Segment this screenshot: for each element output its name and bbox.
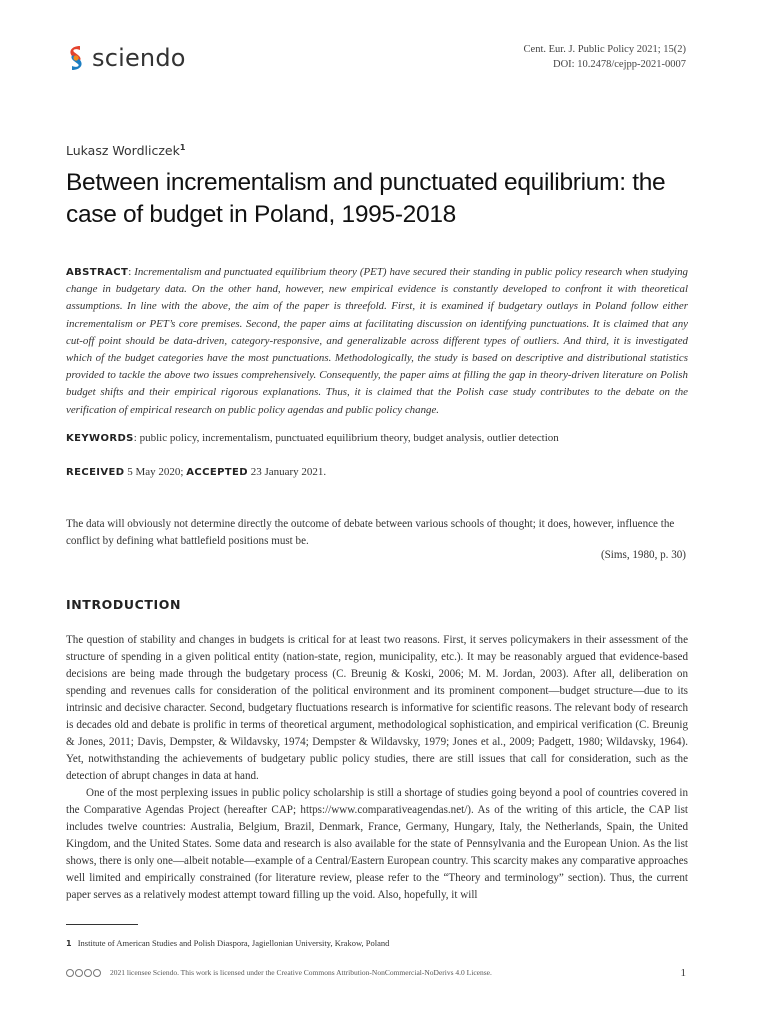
abstract-colon: : [128,266,135,278]
footnote-divider [66,924,138,925]
received-date: 5 May 2020; [127,466,184,478]
license-line [66,968,492,977]
author-name [66,143,185,158]
keywords-text: public policy, incrementalism, punctuated equilibrium theory, budget analysis, outlier detection [139,432,559,444]
journal-info [524,42,686,72]
author-name-text: Lukasz Wordliczek [66,143,180,159]
license-text: 2021 licensee Sciendo. This work is licensed under the Creative Commons Attribution-NonCommercial-NoDerivs 4.0 License. [110,968,492,977]
creative-commons-icon[interactable] [66,969,102,977]
footnote-text: Institute of American Studies and Polish Diaspora, Jagiellonian University, Krakow, Poland [77,938,390,948]
dates [66,466,326,478]
abstract-label: ABSTRACT [66,267,129,278]
footnote-number: 1 [66,939,72,948]
journal-doi[interactable]: DOI: 10.2478/cejpp-2021-0007 [553,59,686,70]
epigraph-source: (Sims, 1980, p. 30) [600,549,686,561]
section-heading: INTRODUCTION [66,597,182,612]
accepted-label: ACCEPTED [186,467,248,478]
page-number: 1 [680,967,686,979]
keywords-label: KEYWORDS [66,433,134,444]
logo-text: sciendo [92,44,186,72]
body-paragraph-1: The question of stability and changes in budgets is critical for at least two reasons. First, it serves policymakers in their assessment of the structure of spending in a given political entity (nation-state, region, municipality, etc.). It may be reasonably argued that evidence-based decisions are being made through the budgetary process (C. Breunig & Koski, 2006; M. M. Jordan, 2003). After all, deliberation on spending and revenues calls for consideration of the political environment and its prominent component—budget structure—due to its intrinsic and decisive character. Second, budgetary fluctuations research is informative for scientific reasons. The relevant body of research is decades old and debate is prolific in terms of theoretical argument, methodological sophistication, and empirical verification (C. Breunig & Jones, 2011; Davis, Dempster, & Wildavsky, 1974; Dempster & Wildavsky, 1979; Jones et al., 2009; Padgett, 1980; Wildavsky, 1964). Yet, notwithstanding the achievements of budgetary public policy studies, there are still issues that call for consideration, such as the detection of abrupt changes in data at hand. [66,634,688,783]
abstract [66,264,688,419]
sciendo-logo[interactable] [66,44,186,72]
abstract-text: Incrementalism and punctuated equilibrium theory (PET) have secured their standing in public policy research when studying change in budgetary data. On the other hand, however, new empirical evidence is constantly developed to confront it with theoretical assumptions. In line with the above, the aim of the paper is threefold. First, it is examined if budgetary outlays in Poland follow either incrementalism or PET’s core premises. Second, the paper aims at facilitating discussion on identifying punctuations. It is claimed that any cut-off point should be data-driven, category-responsive, and generalizable across different types of outliers. And third, it is investigated which of the budget categories have the most punctuations. Methodologically, the study is based on descriptive and distributional statistics provided to tackle the above two issues comprehensively. Consequently, the paper aims at filling the gap in theory-driven literature on Polish budget shifts and their empirical rigorous explanations. Thus, it is claimed that the Polish case study contributes to the debate on the verification of empirical research on public policy agendas and public policy change. [66,266,689,416]
journal-citation: Cent. Eur. J. Public Policy 2021; 15(2) [523,44,686,55]
epigraph-quote: The data will obviously not determine directly the outcome of debate between various schools of thought; it does, however, influence the conflict by defining what battlefield positions must be. [66,518,675,547]
accepted-date: 23 January 2021. [250,466,327,478]
paper-title: Between incrementalism and punctuated equilibrium: the case of budget in Poland, 1995-2018 [66,169,666,228]
body-paragraph-2: One of the most perplexing issues in public policy scholarship is still a shortage of studies going beyond a pool of countries covered in the Comparative Agendas Project (hereafter CAP; https://www.comparativeagendas.net/). As of the writing of this article, the CAP list includes twelve countries: Australia, Belgium, Brazil, Denmark, France, Germany, Hungary, Italy, the Netherlands, Spain, the United Kingdom, and the United States. Some data and research is also available for the state of Pennsylvania and the European Union. As the list shows, there is only one—albeit notable—example of a Central/Eastern European country. This scarcity makes any comparative approaches well limited and empirically constrained (for literature review, please refer to the “Theory and terminology” section). Thus, the current paper serves as a relatively modest attempt toward filling up the void. Also, hopefully, it will [66,787,688,902]
footnote [66,938,389,948]
received-label: RECEIVED [66,467,125,478]
keywords: KEYWORDS: public policy, incrementalism, punctuated equilibrium theory, budget analysis, outlier detection [66,432,559,444]
author-footnote-marker[interactable]: 1 [179,143,186,152]
sciendo-logo-icon [66,44,86,72]
